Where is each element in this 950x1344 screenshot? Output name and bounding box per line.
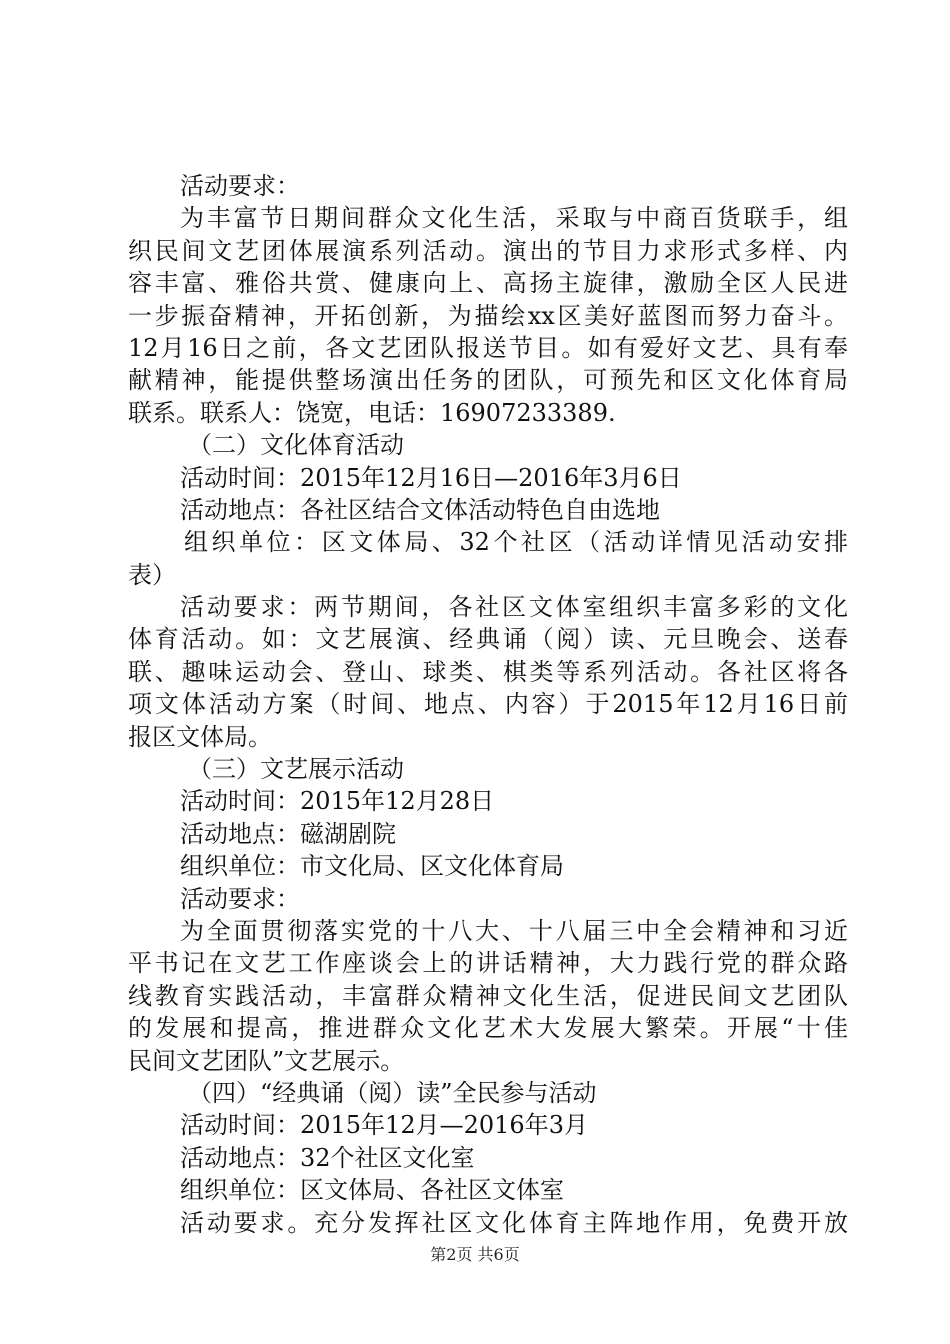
section-heading: （三）文艺展示活动	[188, 755, 404, 784]
text-line: 民间文艺团队”文艺展示。	[128, 1046, 405, 1075]
text-line: 一步振奋精神，开拓创新，为描绘xx区美好蓝图而努力奋斗。	[128, 301, 848, 330]
text-line: 线教育实践活动，丰富群众精神文化生活，促进民间文艺团队	[128, 981, 848, 1010]
text-line: 平书记在文艺工作座谈会上的讲话精神，大力践行党的群众路	[128, 949, 848, 978]
text-line: 12月16日之前，各文艺团队报送节目。如有爱好文艺、具有奉	[128, 333, 848, 362]
text-line: 组织单位：市文化局、区文化体育局	[180, 852, 564, 881]
section-heading: （四）“经典诵（阅）读”全民参与活动	[188, 1078, 597, 1107]
text-line: 活动要求：	[180, 884, 300, 913]
text-line: 组织单位：区文体局、32个社区（活动详情见活动安排	[184, 528, 848, 557]
section-heading: （二）文化体育活动	[188, 431, 404, 460]
text-line: 活动时间：2015年12月28日	[180, 787, 495, 816]
text-line: 活动要求：两节期间，各社区文体室组织丰富多彩的文化	[180, 593, 848, 622]
text-line: 活动地点：磁湖剧院	[180, 819, 396, 848]
text-line: 为丰富节日期间群众文化生活，采取与中商百货联手，组	[180, 204, 848, 233]
text-line: 项文体活动方案（时间、地点、内容）于2015年12月16日前	[128, 690, 848, 719]
text-line: 活动地点：32个社区文化室	[180, 1143, 475, 1172]
text-line: 活动要求：	[180, 172, 300, 200]
text-line: 组织单位：区文体局、各社区文体室	[180, 1176, 564, 1205]
text-line: 的发展和提高，推进群众文化艺术大发展大繁荣。开展“十佳	[128, 1014, 848, 1043]
text-line: 活动地点：各社区结合文体活动特色自由选地	[180, 495, 660, 524]
text-line: 织民间文艺团体展演系列活动。演出的节目力求形式多样、内	[128, 236, 848, 265]
text-line: 活动时间：2015年12月—2016年3月	[180, 1111, 588, 1140]
text-line: 报区文体局。	[128, 722, 272, 751]
text-line: 联、趣味运动会、登山、球类、棋类等系列活动。各社区将各	[128, 657, 848, 686]
text-line: 联系。联系人：饶宽，电话：16907233389.	[128, 398, 616, 427]
text-line: 容丰富、雅俗共赏、健康向上、高扬主旋律，激励全区人民进	[128, 269, 848, 298]
text-line: 活动时间：2015年12月16日—2016年3月6日	[180, 463, 682, 492]
text-line: 表）	[128, 560, 176, 589]
text-line: 体育活动。如：文艺展演、经典诵（阅）读、元旦晚会、送春	[128, 625, 848, 654]
text-line: 为全面贯彻落实党的十八大、十八届三中全会精神和习近	[180, 916, 848, 945]
page-number: 第2页 共6页	[430, 1245, 520, 1264]
text-line: 献精神，能提供整场演出任务的团队，可预先和区文化体育局	[128, 366, 848, 395]
text-line: 活动要求。充分发挥社区文化体育主阵地作用，免费开放	[180, 1208, 848, 1237]
document-body	[128, 170, 848, 1239]
